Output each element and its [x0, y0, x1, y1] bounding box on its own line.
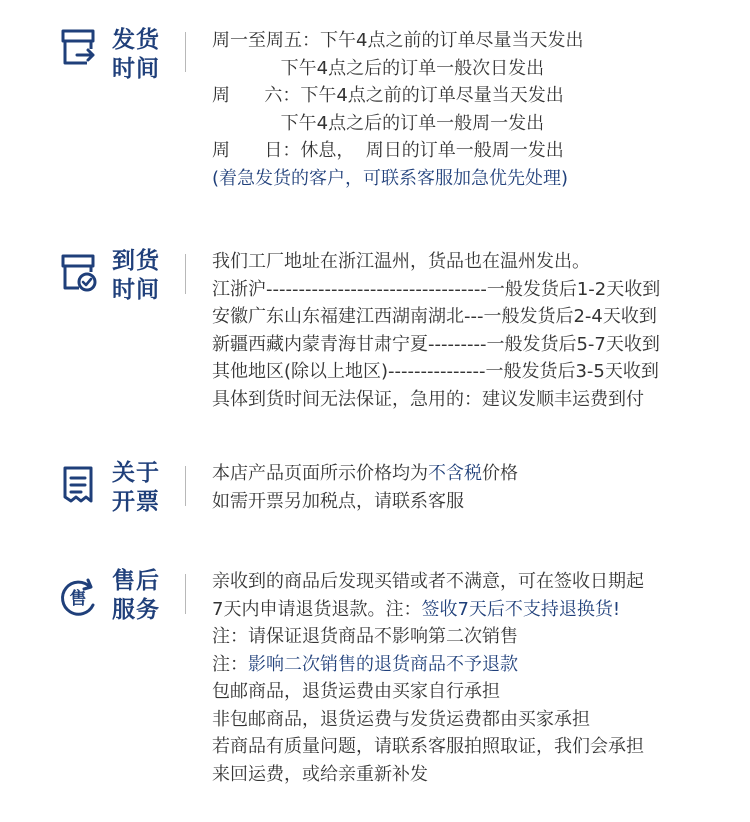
section-title: 到货 时间	[112, 248, 160, 303]
section-title: 关于 开票	[112, 460, 160, 515]
text-segment: 我们工厂地址在浙江温州，货品也在温州发出。	[212, 251, 590, 272]
section-body	[212, 248, 660, 413]
text-line	[212, 706, 644, 734]
text-line	[212, 248, 660, 276]
text-segment: 具体到货时间无法保证，急用的：建议发顺丰运费到付	[212, 388, 644, 410]
text-line	[212, 303, 660, 331]
text-segment: 包邮商品，退货运费由买家自行承担	[212, 681, 500, 702]
section-body	[212, 27, 583, 192]
text-segment: 注：请保证退货商品不影响第二次销售	[212, 626, 518, 647]
text-line	[212, 678, 644, 706]
after-sales-icon	[55, 575, 101, 621]
invoice-icon	[55, 463, 101, 509]
divider	[185, 254, 186, 294]
text-line	[212, 55, 583, 83]
text-line	[212, 761, 644, 789]
text-segment: 本店产品页面所示价格均为	[212, 463, 428, 484]
box-arrow-icon	[55, 25, 101, 71]
highlight-text: (着急发货的客户，可联系客服加急优先处理)	[212, 167, 569, 189]
section-title: 售后 服务	[112, 568, 160, 623]
text-segment: 周 日：休息， 周日的订单一般周一发出	[212, 140, 564, 161]
highlight-text: 签收7天后不支持退换货!	[421, 598, 621, 620]
text-line	[212, 276, 660, 304]
text-segment: 注：	[212, 653, 248, 675]
text-line	[212, 651, 644, 679]
text-line	[212, 137, 583, 165]
text-segment: 下午4点之后的订单一般周一发出	[212, 112, 545, 134]
divider	[185, 32, 186, 72]
divider	[185, 466, 186, 506]
text-segment: 来回运费，或给亲重新补发	[212, 763, 428, 785]
section-body	[212, 568, 644, 788]
text-segment: 亲收到的商品后发现买错或者不满意，可在签收日期起	[212, 571, 644, 592]
text-segment: 周 六：下午4点之前的订单尽量当天发出	[212, 85, 564, 106]
text-segment: 周一至周五：下午4点之前的订单尽量当天发出	[212, 30, 584, 51]
text-line	[212, 623, 644, 651]
highlight-text: 影响二次销售的退货商品不予退款	[248, 653, 518, 675]
text-line	[212, 110, 583, 138]
text-segment: 7天内申请退货退款。注：	[212, 598, 422, 620]
text-segment: 新疆西藏内蒙青海甘肃宁夏---------一般发货后5-7天收到	[212, 333, 660, 355]
text-line	[212, 27, 583, 55]
text-segment: 江浙沪----------------------------------一般发货后1-2天收到	[212, 278, 661, 300]
after-sales-icon-char: 售	[69, 589, 87, 609]
text-line	[212, 358, 660, 386]
text-line	[212, 82, 583, 110]
text-line	[212, 596, 644, 624]
divider	[185, 574, 186, 614]
text-segment: 如需开票另加税点，请联系客服	[212, 490, 464, 512]
text-line	[212, 733, 644, 761]
highlight-text: 不含税	[428, 463, 482, 484]
section-body	[212, 460, 518, 515]
text-line	[212, 488, 518, 516]
text-line	[212, 386, 660, 414]
text-line	[212, 165, 583, 193]
text-line	[212, 568, 644, 596]
text-segment: 非包邮商品，退货运费与发货运费都由买家承担	[212, 708, 590, 730]
section-title: 发货 时间	[112, 27, 160, 82]
box-check-icon	[55, 250, 101, 296]
text-line	[212, 331, 660, 359]
text-segment: 价格	[482, 463, 518, 484]
text-segment: 其他地区(除以上地区)---------------一般发货后3-5天收到	[212, 361, 659, 382]
text-segment: 下午4点之后的订单一般次日发出	[212, 57, 545, 79]
text-segment: 若商品有质量问题，请联系客服拍照取证，我们会承担	[212, 736, 644, 757]
text-segment: 安徽广东山东福建江西湖南湖北---一般发货后2-4天收到	[212, 306, 657, 327]
text-line	[212, 460, 518, 488]
